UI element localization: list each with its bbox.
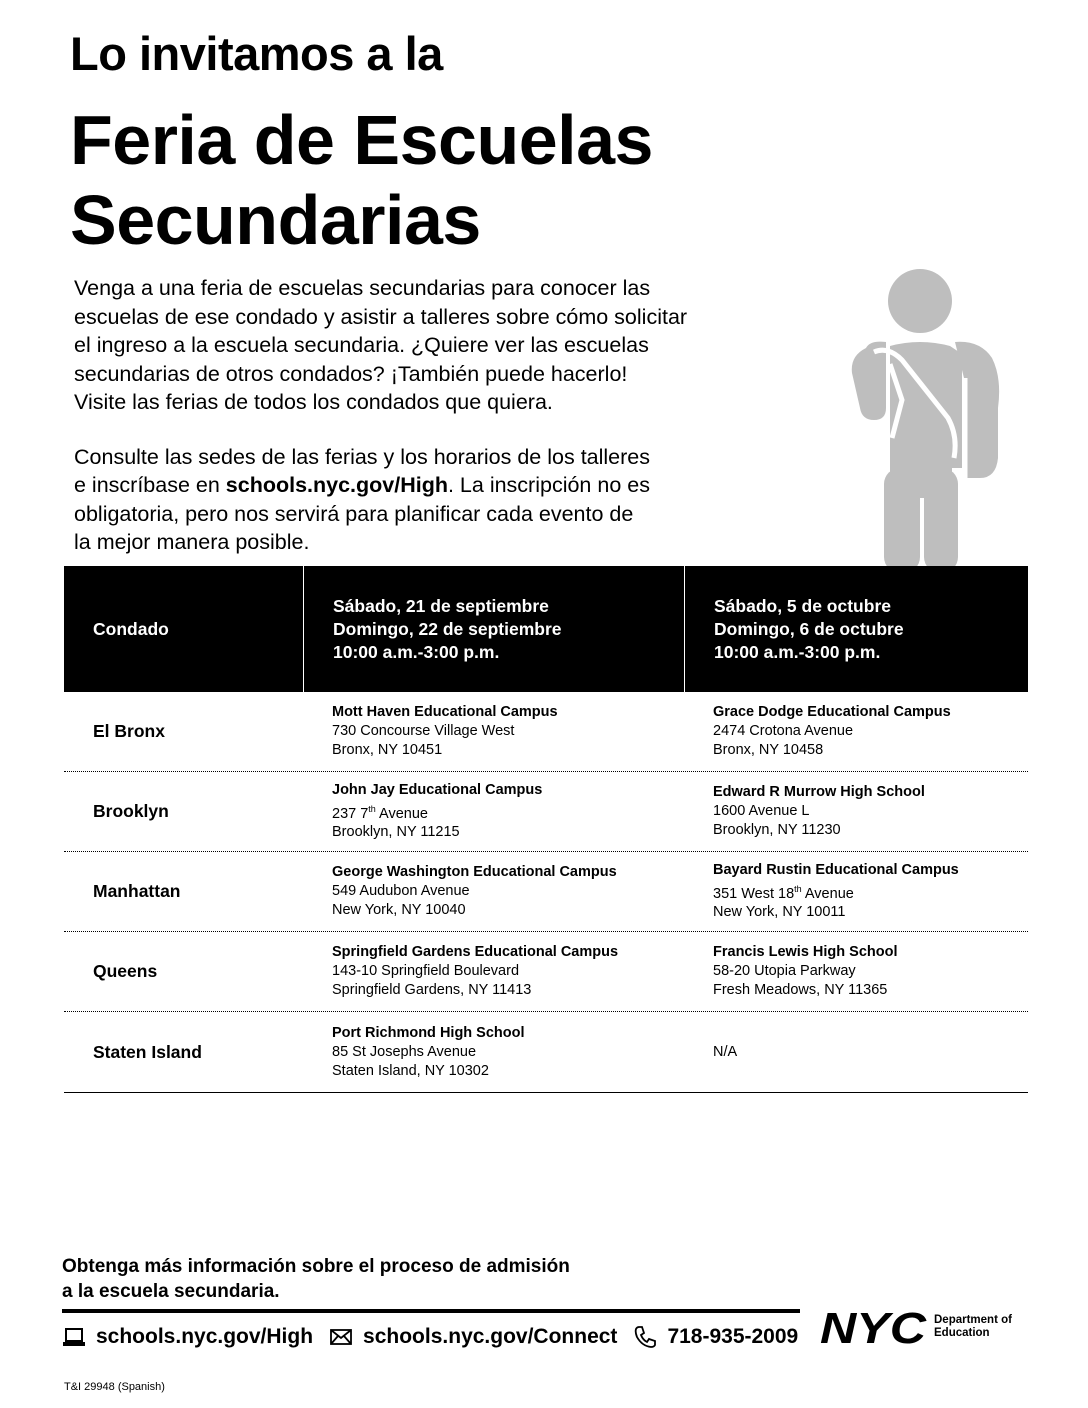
header-september-dates: Sábado, 21 de septiembre Domingo, 22 de septiembre 10:00 a.m.-3:00 p.m. (303, 566, 684, 692)
october-venue: Francis Lewis High School 58-20 Utopia Parkway Fresh Meadows, NY 11365 (713, 944, 898, 998)
september-venue: Springfield Gardens Educational Campus 143-10 Springfield Boulevard Springfield Gardens, NY 11413 (332, 944, 619, 998)
borough-name: Staten Island (93, 1041, 202, 1062)
september-venue: Port Richmond High School 85 St Josephs Avenue Staten Island, NY 10302 (332, 1024, 525, 1079)
header-october-dates: Sábado, 5 de octubre Domingo, 6 de octubre 10:00 a.m.-3:00 p.m. (684, 566, 1028, 692)
october-venue: Grace Dodge Educational Campus 2474 Crotona Avenue Bronx, NY 10458 (713, 704, 951, 758)
borough-name: Brooklyn (93, 801, 169, 821)
document-id: T&I 29948 (Spanish) (64, 1381, 165, 1393)
table-row (64, 772, 1028, 852)
september-venue: George Washington Educational Campus 549 Audubon Avenue New York, NY 10040 (332, 864, 617, 918)
invite-heading: Lo invitamos a la (70, 27, 443, 80)
register-link[interactable]: schools.nyc.gov/High (225, 473, 448, 497)
title-line-1: Feria de Escuelas (70, 101, 653, 179)
page-title (70, 100, 653, 260)
title-line-2: Secundarias (70, 181, 481, 259)
svg-text:NYC: NYC (820, 1308, 928, 1346)
september-venue: Mott Haven Educational Campus 730 Concourse Village West Bronx, NY 10451 (332, 704, 558, 758)
phone-icon (633, 1325, 657, 1349)
footer-divider (62, 1309, 800, 1313)
laptop-icon (62, 1325, 86, 1349)
borough-name: El Bronx (93, 721, 165, 741)
table-row (64, 852, 1028, 932)
not-available: N/A (713, 1043, 738, 1060)
student-figure-icon (830, 268, 1040, 578)
contact-links (62, 1322, 798, 1352)
web-link[interactable]: schools.nyc.gov/High (96, 1325, 314, 1348)
envelope-icon (329, 1325, 353, 1349)
september-venue: John Jay Educational Campus 237 7th Avenue Brooklyn, NY 11215 (332, 781, 543, 841)
nyc-doe-logo (820, 1308, 1012, 1346)
october-venue (684, 1012, 1028, 1092)
header-borough: Condado (93, 618, 169, 639)
nyc-logo (820, 1308, 928, 1346)
connect-link[interactable]: schools.nyc.gov/Connect (363, 1325, 618, 1348)
table-row (64, 692, 1028, 772)
table-row (64, 1012, 1028, 1093)
intro-paragraph-1: Venga a una feria de escuelas secundarias para conocer las escuelas de ese condado y asistir a talleres sobre cómo solicitar el ingreso a la escuela secundaria. ¿Quiere ver las escuelas secundarias de otros condados? ¡También puede hacerlo! Visite las ferias de todos los condados que quiera. (74, 276, 688, 414)
phone-number[interactable]: 718-935-2009 (667, 1325, 799, 1348)
borough-name: Queens (93, 961, 158, 981)
table-header (64, 566, 1028, 692)
borough-name: Manhattan (93, 881, 181, 901)
department-name: Department of Education (934, 1314, 1012, 1339)
october-venue: Bayard Rustin Educational Campus 351 West 18th Avenue New York, NY 10011 (713, 861, 959, 921)
intro-paragraph-2: Consulte las sedes de las ferias y los horarios de los talleres e inscríbase en schools.nyc.gov/High. La inscripción no es obligatoria, pero nos servirá para planificar cada evento de la mejor manera posible. (74, 444, 651, 554)
more-info-heading: Obtenga más información sobre el proceso de admisión a la escuela secundaria. (62, 1256, 570, 1302)
intro-text (74, 274, 764, 557)
table-row (64, 932, 1028, 1012)
fair-schedule-table (64, 566, 1028, 1093)
october-venue: Edward R Murrow High School 1600 Avenue L Brooklyn, NY 11230 (713, 784, 925, 838)
